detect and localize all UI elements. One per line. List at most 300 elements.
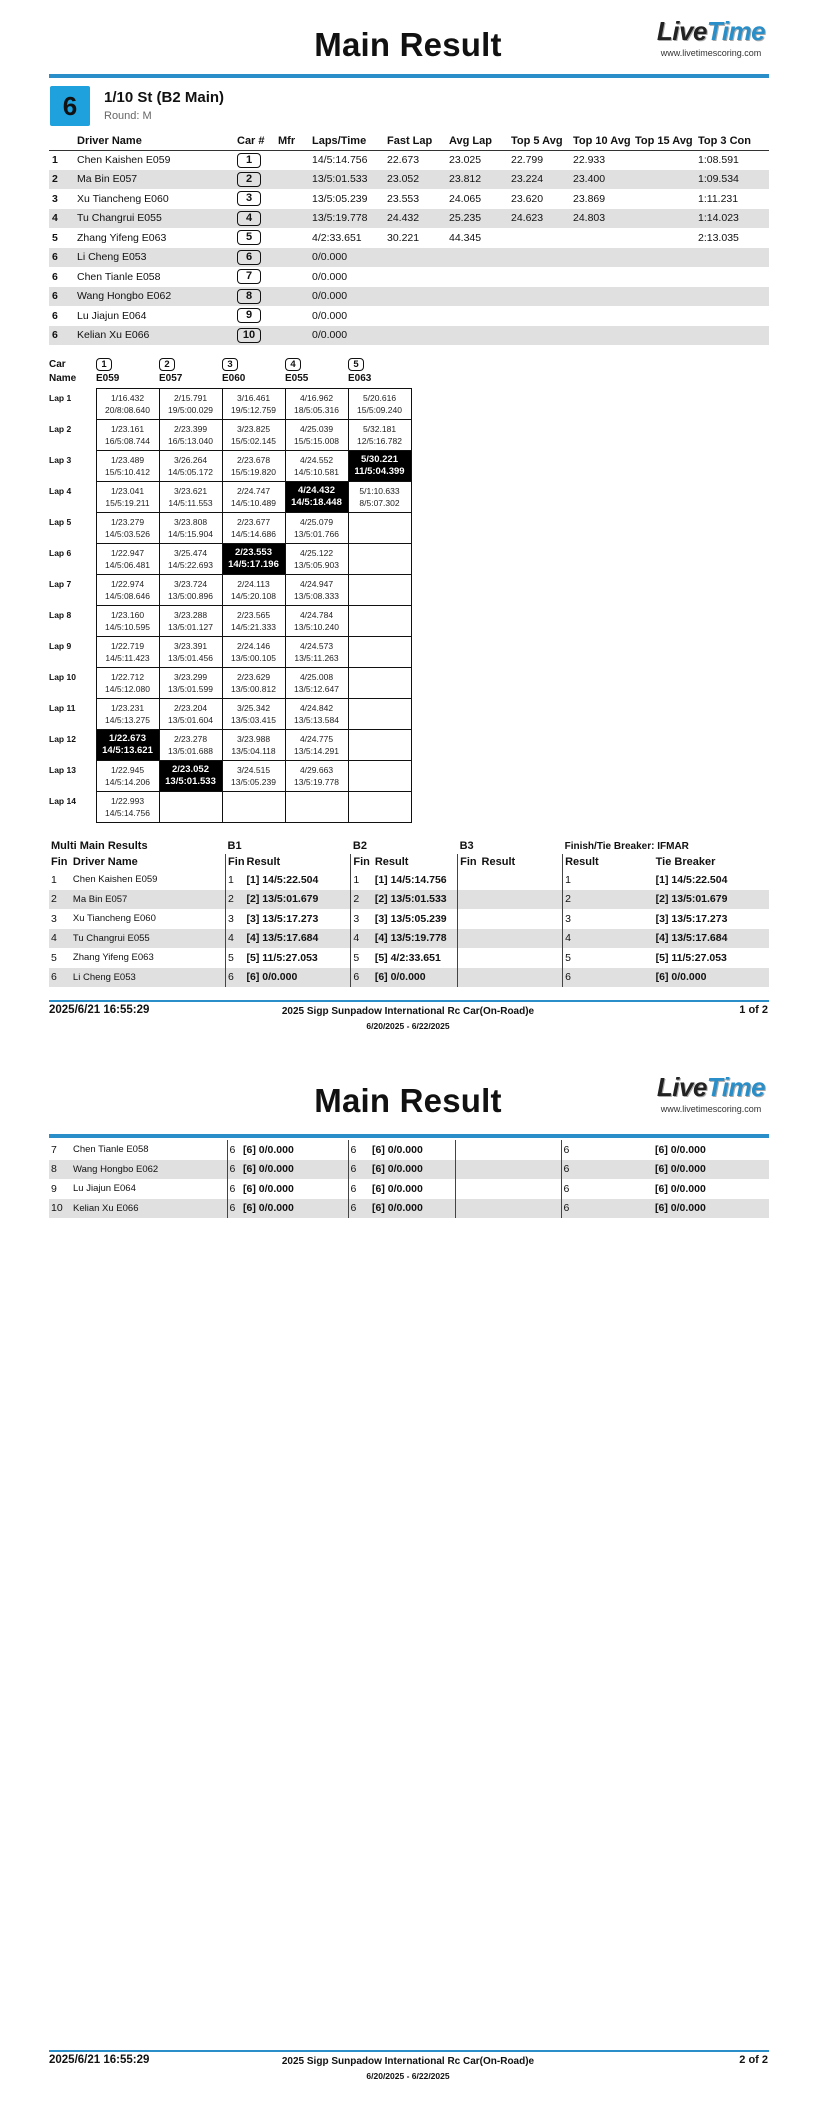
result-top5-avg	[509, 228, 571, 248]
lap-total: 14/5:15.904	[168, 529, 213, 539]
logo-url[interactable]: www.livetimescoring.com	[660, 1104, 762, 1114]
multi-main-row	[49, 1179, 769, 1199]
lap-row	[49, 606, 411, 637]
result-laps-time: 14/5:14.756	[312, 154, 368, 166]
lap-time: 1/22.673	[109, 733, 146, 744]
footer-datetime: 2025/6/21 16:55:29	[49, 1004, 150, 1016]
lap-total: 13/5:05.903	[294, 560, 339, 570]
multi-main-row	[49, 1140, 769, 1160]
mm-fin: 1	[51, 873, 57, 886]
lap-cell-best	[348, 451, 411, 482]
mm-b3-fin	[458, 948, 480, 968]
result-fast-lap: 30.221	[387, 231, 420, 244]
mm-b1-fin: 3	[226, 909, 245, 929]
lap-time: 2/15.791	[173, 393, 208, 403]
result-top5-avg	[509, 287, 571, 307]
lap-cell	[159, 668, 222, 699]
result-position: 6	[52, 270, 58, 283]
lap-cell	[159, 544, 222, 575]
lap-cell-empty	[348, 792, 411, 823]
result-top3-con: 1:08.591	[698, 154, 739, 166]
lap-time: 3/16.461	[236, 393, 271, 403]
lap-time: 4/24.775	[299, 734, 334, 744]
lap-chart-car-header	[348, 358, 410, 384]
mm-tie-breaker: [3] 13/5:17.273	[655, 912, 728, 925]
lap-cell	[285, 451, 348, 482]
mm-b3-result	[480, 909, 563, 929]
lap-cell	[348, 420, 411, 451]
footer-event: 2025 Sigp Sunpadow International Rc Car(On-Road)e	[281, 2056, 535, 2067]
result-car-cell	[235, 150, 276, 170]
car-number-badge: 5	[348, 358, 364, 371]
car-number-badge: 5	[237, 230, 261, 245]
result-top5-avg	[509, 326, 571, 346]
result-row	[49, 209, 769, 229]
car-name: E063	[348, 373, 372, 384]
multi-main-table-continued	[49, 1140, 769, 1218]
car-number-badge: 8	[237, 289, 261, 304]
lap-total: 13/5:01.456	[168, 653, 213, 663]
result-top10-avg	[571, 228, 633, 248]
result-top5-avg	[509, 267, 571, 287]
mm-fin: 8	[49, 1160, 71, 1180]
lap-row	[49, 451, 411, 482]
footer-date-range: 6/20/2025 - 6/22/2025	[366, 2071, 450, 2081]
car-number-badge: 6	[237, 250, 261, 265]
lap-label: Lap 14	[49, 795, 76, 806]
lap-time: 4/25.079	[299, 517, 334, 527]
mm-tie-breaker: [4] 13/5:17.684	[654, 929, 769, 949]
livetime-logo[interactable]	[656, 1072, 766, 1114]
mm-b3-result	[477, 1199, 561, 1219]
lap-total: 14/5:13.275	[105, 715, 150, 725]
mm-b3-fin	[455, 1179, 477, 1199]
mm-b3-fin	[455, 1199, 477, 1219]
lap-total: 14/5:22.693	[168, 560, 213, 570]
result-row	[49, 189, 769, 209]
mm-b1-fin: 6	[227, 1199, 241, 1219]
lap-time: 2/23.278	[173, 734, 208, 744]
lap-cell-best	[159, 761, 222, 792]
lap-row	[49, 637, 411, 668]
mm-b2-result: [5] 4/2:33.651	[374, 951, 441, 964]
mm-b2-fin: 6	[351, 968, 373, 988]
race-number-badge: 6	[50, 86, 90, 126]
result-driver-name: Ma Bin E057	[75, 170, 235, 190]
mm-b2-fin: 6	[348, 1179, 370, 1199]
result-mfr	[276, 189, 310, 209]
result-avg-lap: 23.812	[447, 170, 509, 190]
footer-rule	[49, 2050, 769, 2052]
col-b2-fin: Fin	[351, 854, 373, 870]
multi-main-row	[49, 929, 769, 949]
results-header-row	[49, 132, 769, 150]
mm-fin: 7	[51, 1143, 57, 1156]
lap-time: 1/23.041	[110, 486, 145, 496]
mm-b1-fin: 6	[227, 1140, 241, 1160]
lap-time: 5/1:10.633	[359, 486, 400, 496]
lap-total: 15/5:10.412	[105, 467, 150, 477]
lap-time: 4/16.962	[299, 393, 334, 403]
result-top15-avg	[633, 150, 696, 170]
result-top15-avg	[633, 170, 696, 190]
mm-b3-result	[477, 1140, 561, 1160]
lap-row	[49, 668, 411, 699]
lap-chart-name-label: Name	[49, 373, 77, 384]
lap-time: 4/24.573	[299, 641, 334, 651]
mm-tie-breaker: [6] 0/0.000	[653, 1199, 769, 1219]
lap-time: 1/23.231	[110, 703, 145, 713]
lap-cell	[285, 389, 348, 420]
mm-b2-fin: 3	[351, 909, 373, 929]
mm-final-result: 6	[561, 1140, 653, 1160]
car-name: E059	[96, 373, 120, 384]
col-laps-time: Laps/Time	[310, 132, 385, 150]
lap-time: 3/25.474	[173, 548, 208, 558]
mm-driver-name: Chen Tianle E058	[73, 1144, 149, 1156]
multi-main-header-row	[49, 854, 769, 870]
lap-cell	[96, 575, 159, 606]
result-laps-time: 13/5:05.239	[312, 192, 368, 205]
lap-cell-empty	[348, 699, 411, 730]
lap-time: 4/25.039	[299, 424, 334, 434]
mm-b2-result: [2] 13/5:01.533	[373, 890, 458, 910]
result-top3-con: 1:09.534	[696, 170, 769, 190]
lap-cell	[285, 668, 348, 699]
result-top15-avg	[633, 189, 696, 209]
result-driver-name: Lu Jiajun E064	[77, 309, 147, 322]
footer-page-number: 2 of 2	[739, 2054, 768, 2066]
lap-cell-best	[222, 544, 285, 575]
mm-b1-fin: 4	[226, 929, 245, 949]
lap-time: 2/23.399	[173, 424, 208, 434]
mm-b2-result: [4] 13/5:19.778	[373, 929, 458, 949]
multi-main-row	[49, 1199, 769, 1219]
logo-text-b: Time	[706, 1072, 766, 1102]
lap-row	[49, 761, 411, 792]
lap-cell-best	[285, 482, 348, 513]
lap-total: 14/5:05.172	[168, 467, 213, 477]
lap-cell	[96, 699, 159, 730]
lap-time: 3/23.988	[236, 734, 271, 744]
mm-b3-fin	[458, 929, 480, 949]
mm-fin: 5	[51, 951, 57, 964]
mm-tie-breaker: [2] 13/5:01.679	[654, 890, 769, 910]
mm-b3-fin	[458, 870, 480, 890]
lap-total: 13/5:10.240	[294, 622, 339, 632]
lap-total: 15/5:19.211	[105, 498, 150, 508]
mm-b3-fin	[458, 890, 480, 910]
lap-cell	[285, 699, 348, 730]
lap-total: 13/5:05.239	[231, 777, 276, 787]
race-round: Round: M	[104, 110, 152, 122]
lap-total: 14/5:18.448	[291, 497, 342, 508]
result-mfr	[276, 267, 310, 287]
lap-total: 13/5:04.118	[231, 746, 276, 756]
mm-fin: 9	[51, 1182, 57, 1195]
logo-url[interactable]: www.livetimescoring.com	[660, 48, 762, 58]
lap-label: Lap 8	[49, 609, 72, 620]
result-laps-time: 0/0.000	[310, 287, 385, 307]
result-top5-avg	[509, 306, 571, 326]
lap-chart-car-header	[159, 358, 221, 384]
mm-b2-result: [6] 0/0.000	[370, 1160, 455, 1180]
lap-cell	[159, 699, 222, 730]
mm-tie-breaker: [6] 0/0.000	[655, 1143, 706, 1156]
multi-main-row	[49, 968, 769, 988]
result-top15-avg	[633, 228, 696, 248]
result-top3-con	[696, 267, 769, 287]
result-position: 5	[52, 231, 58, 244]
result-car-cell	[235, 306, 276, 326]
lap-cell-empty	[348, 513, 411, 544]
mm-b2-result: [6] 0/0.000	[370, 1199, 455, 1219]
lap-cell	[285, 730, 348, 761]
mm-b1-result: [5] 11/5:27.053	[246, 951, 318, 964]
lap-cell	[96, 668, 159, 699]
result-top3-con	[696, 306, 769, 326]
lap-time: 1/22.993	[110, 796, 145, 806]
mm-b1-fin: 2	[226, 890, 245, 910]
lap-time: 1/22.719	[110, 641, 145, 651]
lap-label: Lap 9	[49, 640, 72, 651]
col-fin: Fin	[51, 856, 68, 868]
mm-final-result: 4	[563, 929, 654, 949]
result-fast-lap	[385, 306, 447, 326]
mm-b3-fin	[455, 1140, 477, 1160]
lap-total: 13/5:01.688	[168, 746, 213, 756]
mm-final-result: 6	[561, 1199, 653, 1219]
lap-time: 2/23.553	[235, 547, 272, 558]
result-driver-name: Li Cheng E053	[75, 248, 235, 268]
car-number-badge: 3	[237, 191, 261, 206]
lap-cell	[159, 451, 222, 482]
lap-cell	[348, 389, 411, 420]
mm-b2-fin: 6	[348, 1199, 370, 1219]
mm-b1-result: [2] 13/5:01.679	[245, 890, 351, 910]
mm-driver-name: Chen Kaishen E059	[72, 874, 158, 886]
lap-total: 14/5:20.108	[231, 591, 276, 601]
multi-main-row	[49, 909, 769, 929]
lap-total: 15/5:09.240	[357, 405, 402, 415]
lap-cell	[285, 761, 348, 792]
lap-total: 18/5:05.316	[294, 405, 339, 415]
result-laps-time: 4/2:33.651	[312, 231, 362, 244]
lap-time: 3/25.342	[236, 703, 271, 713]
result-fast-lap: 24.432	[385, 209, 447, 229]
mm-final-result: 2	[563, 890, 654, 910]
col-top5-avg: Top 5 Avg	[509, 132, 571, 150]
result-top15-avg	[633, 248, 696, 268]
lap-time: 1/22.712	[110, 672, 145, 682]
result-top5-avg: 23.620	[511, 192, 544, 205]
result-row	[49, 287, 769, 307]
result-mfr	[276, 170, 310, 190]
result-laps-time: 0/0.000	[310, 326, 385, 346]
mm-final-result: 6	[561, 1160, 653, 1180]
result-top3-con: 1:11.231	[698, 192, 739, 205]
lap-cell	[96, 637, 159, 668]
lap-total: 13/5:00.896	[168, 591, 213, 601]
lap-total: 19/5:00.029	[168, 405, 213, 415]
result-top10-avg: 22.933	[573, 154, 606, 166]
result-fast-lap	[385, 287, 447, 307]
livetime-logo[interactable]	[656, 16, 766, 58]
mm-b1-result: [6] 0/0.000	[245, 968, 351, 988]
lap-cell	[96, 761, 159, 792]
mm-tie-breaker: [1] 14/5:22.504	[655, 873, 728, 886]
lap-cell-empty	[348, 575, 411, 606]
b2-header: B2	[352, 840, 367, 852]
lap-total: 14/5:17.196	[228, 559, 279, 570]
b3-header: B3	[459, 840, 474, 852]
mm-b2-result: [6] 0/0.000	[372, 1143, 423, 1156]
mm-tie-breaker: [6] 0/0.000	[655, 1182, 706, 1195]
mm-b1-result: [6] 0/0.000	[243, 1182, 294, 1195]
mm-b3-result	[477, 1160, 561, 1180]
car-name: E055	[285, 373, 309, 384]
lap-label: Lap 5	[49, 516, 72, 527]
lap-chart-car-header	[222, 358, 284, 384]
lap-time: 4/24.784	[299, 610, 334, 620]
mm-b1-result: [4] 13/5:17.684	[245, 929, 351, 949]
lap-time: 2/23.678	[236, 455, 271, 465]
mm-final-result: 6	[563, 968, 654, 988]
result-avg-lap: 23.025	[449, 154, 482, 166]
result-driver-name: Chen Tianle E058	[77, 270, 161, 283]
lap-chart-car-header	[285, 358, 347, 384]
lap-cell-empty	[348, 668, 411, 699]
lap-cell	[159, 389, 222, 420]
mm-tie-breaker: [6] 0/0.000	[653, 1160, 769, 1180]
lap-total: 14/5:08.646	[105, 591, 150, 601]
result-car-cell	[235, 326, 276, 346]
result-position: 2	[49, 170, 75, 190]
result-driver-name: Wang Hongbo E062	[75, 287, 235, 307]
lap-cell	[285, 513, 348, 544]
lap-time: 1/23.161	[110, 424, 145, 434]
logo-text-a: Live	[656, 16, 707, 46]
lap-total: 14/5:10.595	[105, 622, 150, 632]
mm-b1-fin: 6	[227, 1179, 241, 1199]
lap-row	[49, 513, 411, 544]
lap-cell	[285, 606, 348, 637]
result-car-cell	[235, 209, 276, 229]
col-car-number: Car #	[235, 132, 276, 150]
mm-b1-result: [6] 0/0.000	[243, 1143, 294, 1156]
result-avg-lap: 44.345	[449, 231, 482, 244]
lap-total: 19/5:12.759	[231, 405, 276, 415]
lap-total: 13/5:01.766	[294, 529, 339, 539]
mm-b1-result: [3] 13/5:17.273	[246, 912, 319, 925]
lap-total: 13/5:11.263	[294, 653, 339, 663]
lap-cell	[96, 544, 159, 575]
result-avg-lap	[447, 326, 509, 346]
lap-total: 15/5:15.008	[294, 436, 339, 446]
lap-time: 4/24.947	[299, 579, 334, 589]
col-top10-avg: Top 10 Avg	[571, 132, 633, 150]
result-driver-name: Kelian Xu E066	[75, 326, 235, 346]
result-mfr	[276, 228, 310, 248]
lap-cell	[159, 637, 222, 668]
mm-fin: 2	[49, 890, 71, 910]
lap-cell	[96, 792, 159, 823]
mm-b3-result	[480, 948, 563, 968]
result-position: 4	[49, 209, 75, 229]
lap-chart-car-label: Car	[49, 359, 66, 370]
result-position: 6	[49, 326, 75, 346]
lap-cell	[222, 389, 285, 420]
lap-time: 3/24.515	[236, 765, 271, 775]
mm-final-result: 1	[563, 870, 654, 890]
result-car-cell	[235, 189, 276, 209]
result-top3-con: 1:14.023	[696, 209, 769, 229]
result-laps-time: 0/0.000	[312, 270, 348, 283]
lap-label: Lap 3	[49, 454, 72, 465]
mm-driver-name: Zhang Yifeng E063	[72, 952, 154, 964]
lap-total: 14/5:11.423	[105, 653, 150, 663]
lap-row	[49, 482, 411, 513]
result-top3-con: 2:13.035	[698, 231, 739, 244]
lap-total: 13/5:08.333	[294, 591, 339, 601]
lap-time: 4/24.432	[298, 485, 335, 496]
result-car-cell	[235, 228, 276, 248]
result-driver-name: Zhang Yifeng E063	[77, 231, 167, 244]
car-number-badge: 1	[237, 153, 261, 168]
mm-b2-fin: 5	[351, 948, 373, 968]
lap-cell	[159, 482, 222, 513]
lap-cell	[96, 451, 159, 482]
result-top15-avg	[633, 287, 696, 307]
multi-main-row	[49, 1160, 769, 1180]
lap-total: 13/5:00.105	[231, 653, 276, 663]
lap-total: 13/5:00.812	[231, 684, 276, 694]
lap-time: 2/24.113	[237, 579, 270, 589]
lap-time: 1/16.432	[110, 393, 145, 403]
lap-cell-empty	[348, 761, 411, 792]
lap-time: 4/24.552	[299, 455, 334, 465]
lap-cell-empty	[348, 637, 411, 668]
lap-label: Lap 7	[49, 578, 72, 589]
mm-b3-fin	[455, 1160, 477, 1180]
result-laps-time: 0/0.000	[310, 248, 385, 268]
logo-text-a: Live	[656, 1072, 707, 1102]
mm-driver-name: Tu Changrui E055	[71, 929, 226, 949]
result-laps-time: 0/0.000	[312, 309, 348, 322]
page-title: Main Result	[314, 1082, 502, 1119]
mm-b2-result: [3] 13/5:05.239	[374, 912, 447, 925]
lap-total: 14/5:13.621	[102, 745, 153, 756]
mm-fin: 3	[51, 912, 57, 925]
lap-cell	[159, 606, 222, 637]
main-results-table	[49, 132, 769, 345]
mm-b1-result: [6] 0/0.000	[241, 1160, 348, 1180]
header-rule	[49, 74, 769, 78]
result-mfr	[276, 287, 310, 307]
lap-time: 2/23.565	[236, 610, 271, 620]
footer-rule	[49, 1000, 769, 1002]
mm-b3-fin	[458, 968, 480, 988]
lap-label: Lap 1	[49, 392, 72, 403]
lap-total: 13/5:01.533	[165, 776, 216, 787]
lap-time: 3/23.288	[173, 610, 208, 620]
lap-time: 4/25.122	[299, 548, 334, 558]
lap-cell	[159, 420, 222, 451]
lap-cell-empty	[348, 544, 411, 575]
lap-cell	[159, 575, 222, 606]
lap-total: 13/5:01.127	[168, 622, 213, 632]
result-position: 6	[49, 287, 75, 307]
